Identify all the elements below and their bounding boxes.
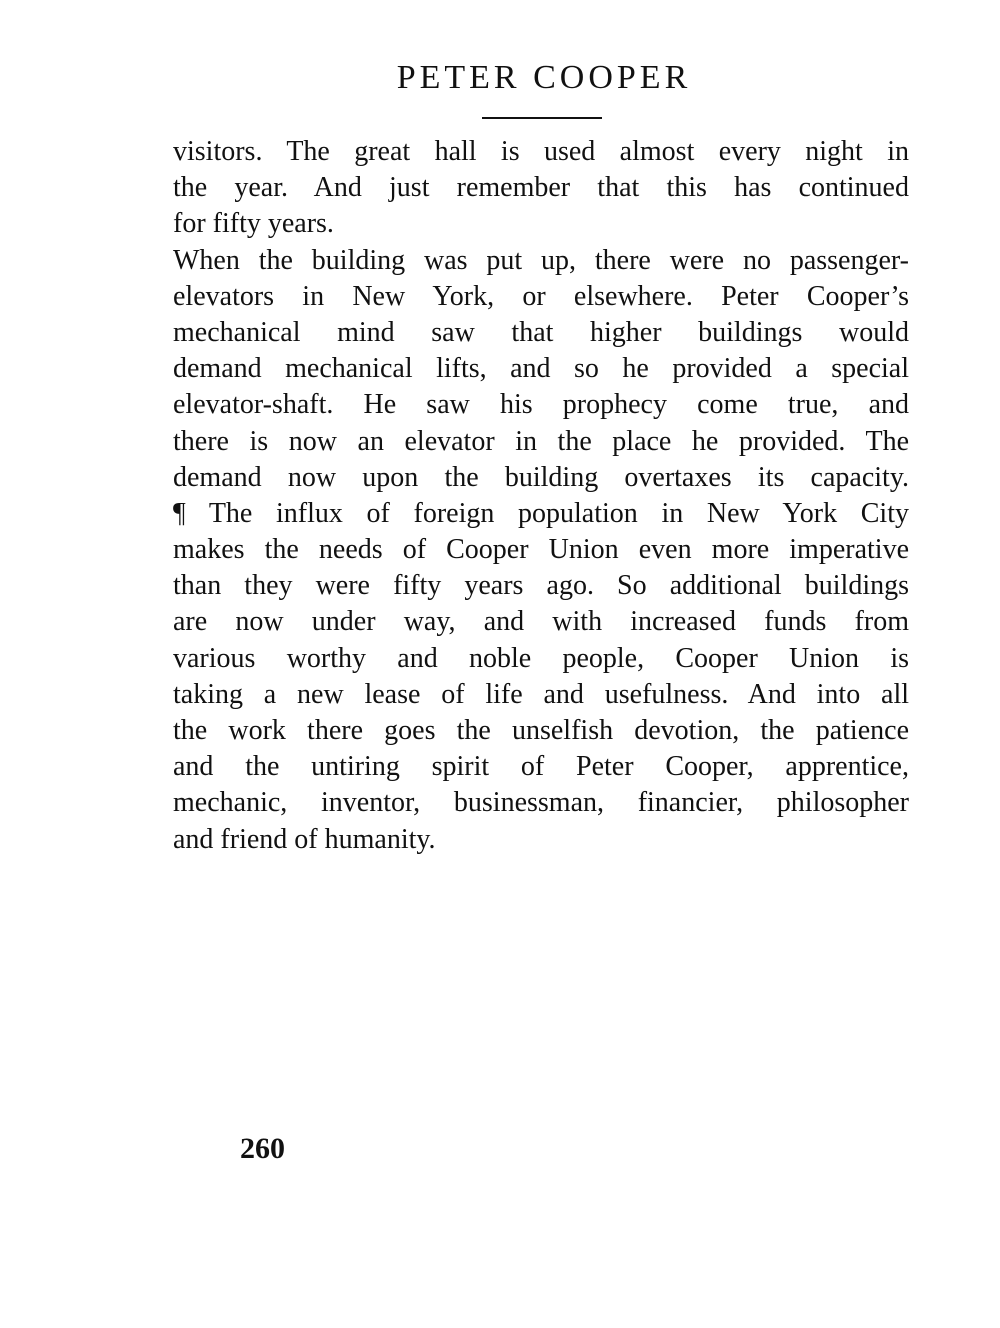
text-line: there is now an elevator in the place he provided. The (173, 425, 909, 457)
text-line: demand now upon the building overtaxes its capacity. (173, 461, 909, 493)
text-line: the year. And just remember that this has continued (173, 172, 909, 204)
text-line: various worthy and noble people, Cooper Union is (173, 642, 909, 674)
head-rule (482, 117, 602, 119)
text-line: ¶ The influx of foreign population in New York City (173, 497, 909, 529)
text-line: taking a new lease of life and usefulness. And into all (173, 678, 909, 710)
text-line: and friend of humanity. (173, 823, 436, 855)
text-line: makes the needs of Cooper Union even more imperative (173, 534, 909, 566)
body-text (173, 134, 909, 858)
text-line: visitors. The great hall is used almost every night in (173, 136, 909, 167)
text-line: When the building was put up, there were no passenger- (173, 244, 909, 276)
text-line: mechanical mind saw that higher buildings would (173, 316, 909, 348)
text-line: demand mechanical lifts, and so he provided a special (173, 353, 909, 385)
text-line: elevators in New York, or elsewhere. Peter Cooper’s (173, 280, 909, 312)
text-line: the work there goes the unselfish devotion, the patience (173, 715, 909, 746)
running-head: PETER COOPER (396, 59, 692, 96)
text-line: and the untiring spirit of Peter Cooper, apprentice, (173, 751, 909, 783)
page-number: 260 (240, 1132, 285, 1165)
text-line: mechanic, inventor, businessman, financier, philosopher (173, 787, 909, 819)
text-line: are now under way, and with increased funds from (173, 606, 909, 638)
text-line: elevator-shaft. He saw his prophecy come true, and (173, 389, 909, 421)
text-line: than they were fifty years ago. So additional buildings (173, 570, 909, 602)
text-line: for fifty years. (173, 208, 334, 240)
